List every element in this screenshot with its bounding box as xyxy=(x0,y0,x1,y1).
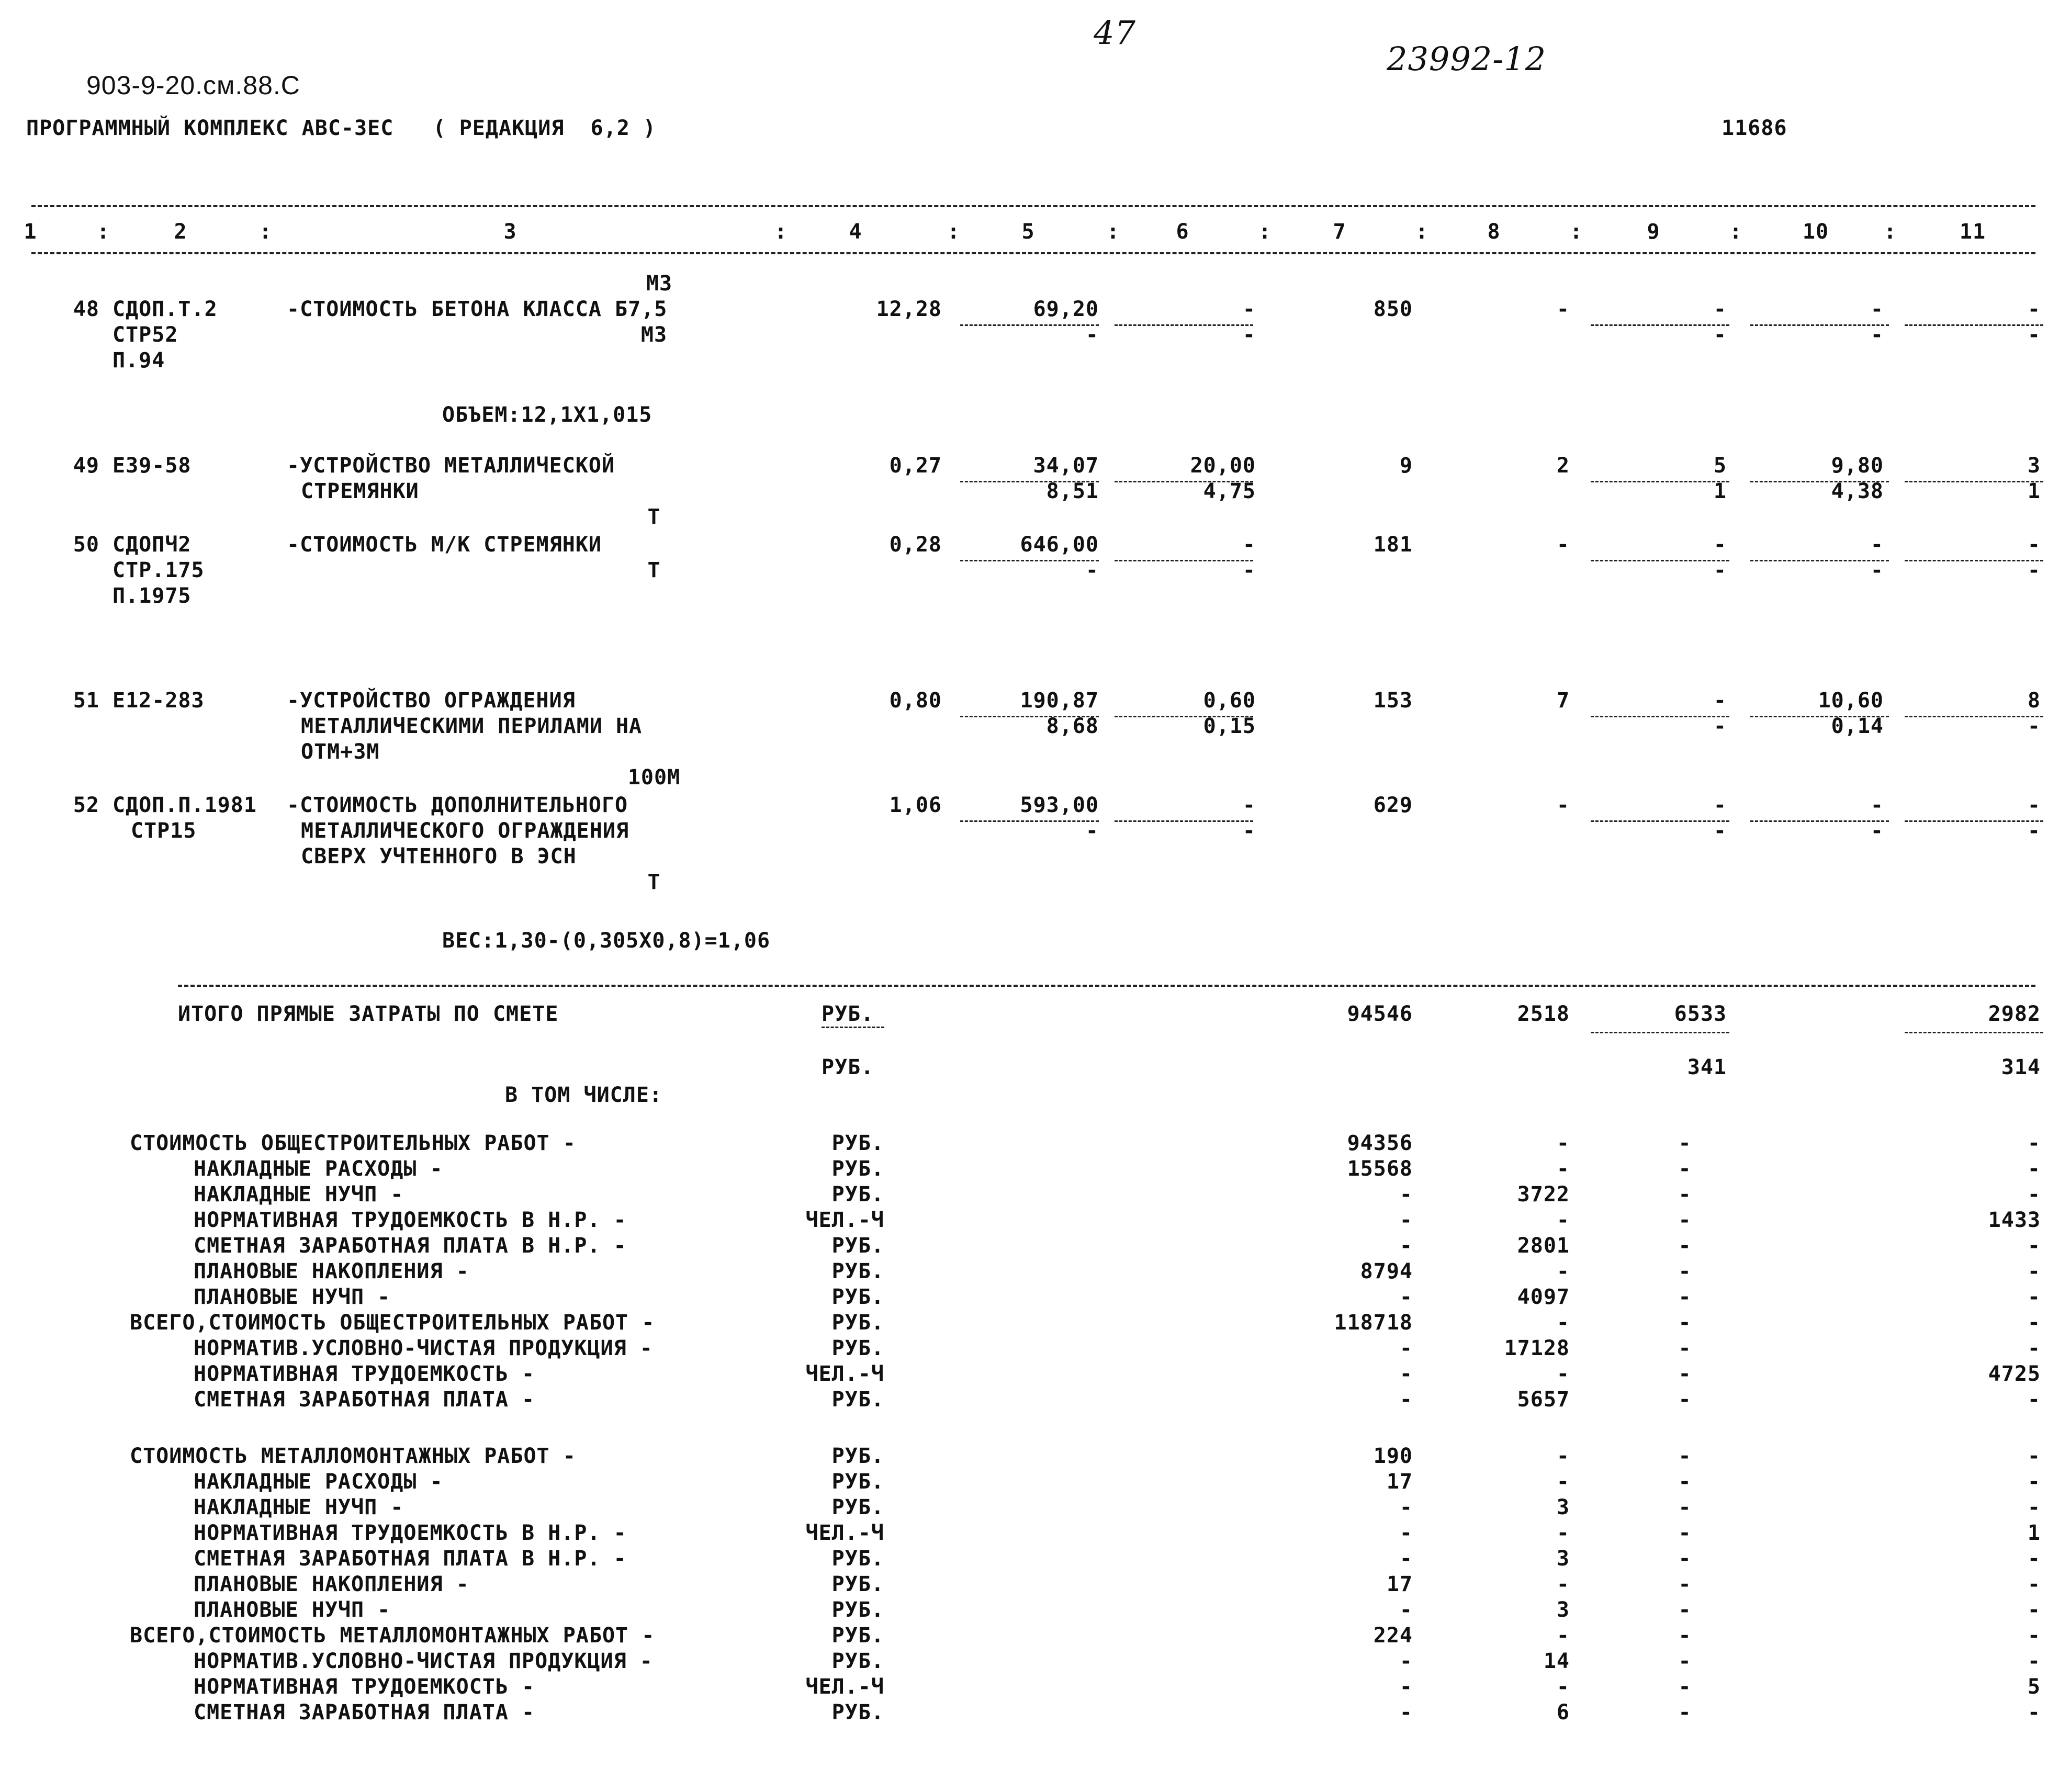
summary-c11: - xyxy=(2027,1598,2041,1622)
totals-c11: 2982 xyxy=(1988,1002,2041,1026)
summary-unit: РУБ. xyxy=(831,1234,884,1258)
summary-c9: - xyxy=(1678,1624,1692,1648)
norm-code: П.94 xyxy=(113,348,165,373)
unit-cost-sub: 8,68 xyxy=(1046,714,1099,738)
summary-label: НОРМАТИВНАЯ ТРУДОЕМКОСТЬ - xyxy=(194,1675,535,1699)
summary-label: ВСЕГО,СТОИМОСТЬ ОБЩЕСТРОИТЕЛЬНЫХ РАБОТ - xyxy=(130,1311,655,1335)
cell-c10: - xyxy=(1870,297,1884,321)
cell-c10-sub: - xyxy=(1870,323,1884,347)
program-title: ПРОГРАММНЫЙ КОМПЛЕКС АВС-ЗЕС ( РЕДАКЦИЯ 6,2 ) xyxy=(26,116,656,140)
column-separator: : xyxy=(1415,220,1429,244)
norm-code: СТР.175 xyxy=(113,558,205,582)
cell-c8: 2 xyxy=(1556,454,1570,478)
totals-c11-sub: 314 xyxy=(2001,1055,2041,1079)
summary-c7: - xyxy=(1399,1598,1413,1622)
summary-c8: - xyxy=(1556,1470,1570,1494)
summary-c7: - xyxy=(1399,1234,1413,1258)
summary-c7: 17 xyxy=(1386,1572,1413,1596)
summary-c9: - xyxy=(1678,1157,1692,1181)
summary-c8: - xyxy=(1556,1259,1570,1283)
totals-c9-sub: 341 xyxy=(1687,1055,1727,1079)
summary-unit: РУБ. xyxy=(831,1388,884,1412)
summary-c11: - xyxy=(2027,1649,2041,1673)
summary-c11: 1433 xyxy=(1988,1208,2041,1232)
wage-cost-sub: - xyxy=(1242,558,1256,582)
cell-divider xyxy=(822,1027,884,1028)
summary-c7: 15568 xyxy=(1347,1157,1413,1181)
volume-note: ВЕС:1,30-(0,305Х0,8)=1,06 xyxy=(442,929,771,953)
summary-c9: - xyxy=(1678,1336,1692,1360)
summary-c8: - xyxy=(1556,1362,1570,1386)
summary-label: ПЛАНОВЫЕ НУЧП - xyxy=(194,1285,391,1309)
summary-unit: РУБ. xyxy=(831,1336,884,1360)
summary-c7: - xyxy=(1399,1521,1413,1545)
summary-c8: - xyxy=(1556,1624,1570,1648)
summary-c7: - xyxy=(1399,1649,1413,1673)
summary-unit: РУБ. xyxy=(831,1700,884,1725)
summary-c9: - xyxy=(1678,1182,1692,1207)
header-bottom-rule xyxy=(31,252,2035,254)
cell-c7: 9 xyxy=(1399,454,1413,478)
cell-c9-sub: - xyxy=(1713,323,1727,347)
wage-cost: 0,60 xyxy=(1203,689,1256,713)
cell-c9: - xyxy=(1713,297,1727,321)
row-number: 49 xyxy=(73,454,99,478)
volume-note: ОБЪЕМ:12,1Х1,015 xyxy=(442,403,652,427)
summary-c9: - xyxy=(1678,1598,1692,1622)
column-separator: : xyxy=(97,220,110,244)
summary-unit: РУБ. xyxy=(831,1311,884,1335)
summary-c7: - xyxy=(1399,1285,1413,1309)
summary-label: НОРМАТИВ.УСЛОВНО-ЧИСТАЯ ПРОДУКЦИЯ - xyxy=(194,1336,653,1360)
row-number: 48 xyxy=(73,297,99,321)
summary-label: НАКЛАДНЫЕ РАСХОДЫ - xyxy=(194,1157,443,1181)
summary-c11: - xyxy=(2027,1624,2041,1648)
unit-cost-sub: - xyxy=(1085,558,1099,582)
summary-label: СМЕТНАЯ ЗАРАБОТНАЯ ПЛАТА - xyxy=(194,1388,535,1412)
summary-c8: 6 xyxy=(1556,1700,1570,1725)
norm-code: СДОП.П.1981 xyxy=(113,793,257,817)
cell-c11: - xyxy=(2027,793,2041,817)
summary-c7: 8794 xyxy=(1360,1259,1413,1283)
column-number: 6 xyxy=(1176,220,1189,244)
row-number: 52 xyxy=(73,793,99,817)
work-name: -СТОИМОСТЬ БЕТОНА КЛАССА Б7,5 xyxy=(287,297,668,321)
summary-label: НАКЛАДНЫЕ РАСХОДЫ - xyxy=(194,1470,443,1494)
unit-cost: 34,07 xyxy=(1033,454,1099,478)
summary-label: НАКЛАДНЫЕ НУЧП - xyxy=(194,1495,404,1519)
summary-c8: - xyxy=(1556,1444,1570,1468)
row-number: 50 xyxy=(73,533,99,557)
column-number: 9 xyxy=(1647,220,1660,244)
summary-unit: РУБ. xyxy=(831,1259,884,1283)
quantity: 0,28 xyxy=(889,533,942,557)
cell-divider xyxy=(1591,1032,1729,1033)
summary-c7: 17 xyxy=(1386,1470,1413,1494)
cell-c11-sub: - xyxy=(2027,558,2041,582)
sheet-number: 11686 xyxy=(1722,116,1787,140)
summary-label: ПЛАНОВЫЕ НАКОПЛЕНИЯ - xyxy=(194,1259,469,1283)
summary-c8: - xyxy=(1556,1157,1570,1181)
summary-unit: РУБ. xyxy=(831,1131,884,1155)
cell-c10: - xyxy=(1870,533,1884,557)
quantity: 12,28 xyxy=(876,297,942,321)
unit-label: Т xyxy=(647,558,661,582)
summary-c8: - xyxy=(1556,1521,1570,1545)
summary-c7: - xyxy=(1399,1675,1413,1699)
summary-unit: ЧЕЛ.-Ч xyxy=(805,1208,884,1232)
document-code: 903-9-20.см.88.С xyxy=(86,71,300,100)
unit-label: 100М xyxy=(627,765,681,790)
summary-c7: - xyxy=(1399,1182,1413,1207)
summary-c9: - xyxy=(1678,1700,1692,1725)
quantity: 0,27 xyxy=(889,454,942,478)
summary-c11: - xyxy=(2027,1234,2041,1258)
summary-c8: - xyxy=(1556,1311,1570,1335)
summary-c9: - xyxy=(1678,1259,1692,1283)
work-name: -СТОИМОСТЬ ДОПОЛНИТЕЛЬНОГО xyxy=(287,793,628,817)
norm-code: Е39-58 xyxy=(113,454,192,478)
unit-cost-sub: - xyxy=(1085,323,1099,347)
work-name: МЕТАЛЛИЧЕСКОГО ОГРАЖДЕНИЯ xyxy=(301,819,629,843)
summary-c7: - xyxy=(1399,1208,1413,1232)
summary-c9: - xyxy=(1678,1675,1692,1699)
summary-c9: - xyxy=(1678,1521,1692,1545)
column-number: 1 xyxy=(24,220,37,244)
summary-unit: ЧЕЛ.-Ч xyxy=(805,1362,884,1386)
unit-cost: 593,00 xyxy=(1020,793,1099,817)
unit-cost-sub: 8,51 xyxy=(1046,479,1099,503)
summary-c9: - xyxy=(1678,1285,1692,1309)
norm-code: СДОП.Т.2 xyxy=(113,297,218,321)
summary-c8: - xyxy=(1556,1675,1570,1699)
summary-c9: - xyxy=(1678,1234,1692,1258)
cell-c11-sub: - xyxy=(2027,714,2041,738)
summary-c8: 4097 xyxy=(1517,1285,1570,1309)
summary-c8: 3 xyxy=(1556,1547,1570,1571)
summary-unit: РУБ. xyxy=(831,1598,884,1622)
totals-top-rule xyxy=(178,985,2035,987)
summary-label: НОРМАТИВНАЯ ТРУДОЕМКОСТЬ - xyxy=(194,1362,535,1386)
column-separator: : xyxy=(1107,220,1120,244)
summary-c9: - xyxy=(1678,1362,1692,1386)
summary-c7: 94356 xyxy=(1347,1131,1413,1155)
cell-c11: - xyxy=(2027,533,2041,557)
summary-label: НАКЛАДНЫЕ НУЧП - xyxy=(194,1182,404,1207)
unit-label: М3 xyxy=(646,272,673,296)
summary-label: СМЕТНАЯ ЗАРАБОТНАЯ ПЛАТА В Н.Р. - xyxy=(194,1547,627,1571)
summary-c11: - xyxy=(2027,1444,2041,1468)
norm-code: СТР52 xyxy=(113,323,178,347)
summary-c11: - xyxy=(2027,1700,2041,1725)
summary-c8: 3 xyxy=(1556,1495,1570,1519)
work-name: -УСТРОЙСТВО ОГРАЖДЕНИЯ xyxy=(287,689,576,713)
summary-unit: РУБ. xyxy=(831,1157,884,1181)
cell-c11-sub: - xyxy=(2027,819,2041,843)
summary-label: НОРМАТИВНАЯ ТРУДОЕМКОСТЬ В Н.Р. - xyxy=(194,1208,627,1232)
summary-c8: - xyxy=(1556,1208,1570,1232)
column-separator: : xyxy=(774,220,788,244)
cell-c10-sub: - xyxy=(1870,558,1884,582)
cell-c10-sub: 4,38 xyxy=(1831,479,1884,503)
summary-c11: 1 xyxy=(2027,1521,2041,1545)
norm-code: СТР15 xyxy=(131,819,197,843)
cell-c9: - xyxy=(1713,793,1727,817)
wage-cost: - xyxy=(1242,533,1256,557)
summary-c11: - xyxy=(2027,1336,2041,1360)
quantity: 0,80 xyxy=(889,689,942,713)
unit-cost: 69,20 xyxy=(1033,297,1099,321)
cell-c9-sub: 1 xyxy=(1713,479,1727,503)
header-top-rule xyxy=(31,205,2035,207)
column-number: 3 xyxy=(503,220,517,244)
totals-unit: РУБ. xyxy=(822,1002,874,1026)
wage-cost: - xyxy=(1242,793,1256,817)
totals-c8: 2518 xyxy=(1517,1002,1570,1026)
cell-c11: 8 xyxy=(2027,689,2041,713)
summary-c11: - xyxy=(2027,1182,2041,1207)
cell-c7: 153 xyxy=(1373,689,1413,713)
cell-c10-sub: 0,14 xyxy=(1831,714,1884,738)
cell-c8: - xyxy=(1556,793,1570,817)
cell-c8: 7 xyxy=(1556,689,1570,713)
summary-c11: - xyxy=(2027,1388,2041,1412)
column-separator: : xyxy=(259,220,273,244)
summary-c7: - xyxy=(1399,1547,1413,1571)
work-name: -УСТРОЙСТВО МЕТАЛЛИЧЕСКОЙ xyxy=(287,454,615,478)
summary-c7: - xyxy=(1399,1388,1413,1412)
column-separator: : xyxy=(1258,220,1272,244)
column-number: 2 xyxy=(174,220,187,244)
unit-label: Т xyxy=(647,870,661,894)
norm-code: Е12-283 xyxy=(113,689,205,713)
wage-cost-sub: 0,15 xyxy=(1203,714,1256,738)
wage-cost-sub: 4,75 xyxy=(1203,479,1256,503)
wage-cost: 20,00 xyxy=(1190,454,1256,478)
summary-c7: - xyxy=(1399,1495,1413,1519)
summary-label: НОРМАТИВНАЯ ТРУДОЕМКОСТЬ В Н.Р. - xyxy=(194,1521,627,1545)
summary-c11: - xyxy=(2027,1470,2041,1494)
summary-c8: 17128 xyxy=(1504,1336,1570,1360)
summary-unit: РУБ. xyxy=(831,1182,884,1207)
summary-c11: - xyxy=(2027,1259,2041,1283)
summary-c9: - xyxy=(1678,1547,1692,1571)
summary-label: СТОИМОСТЬ ОБЩЕСТРОИТЕЛЬНЫХ РАБОТ - xyxy=(130,1131,576,1155)
summary-unit: РУБ. xyxy=(831,1444,884,1468)
summary-c8: - xyxy=(1556,1131,1570,1155)
wage-cost-sub: - xyxy=(1242,819,1256,843)
summary-c8: 3722 xyxy=(1517,1182,1570,1207)
cell-c9-sub: - xyxy=(1713,714,1727,738)
summary-unit: РУБ. xyxy=(831,1285,884,1309)
norm-code: СДОПЧ2 xyxy=(113,533,192,557)
work-name: ОТМ+3М xyxy=(301,740,380,764)
cell-c8: - xyxy=(1556,533,1570,557)
summary-label: СМЕТНАЯ ЗАРАБОТНАЯ ПЛАТА В Н.Р. - xyxy=(194,1234,627,1258)
cell-c7: 629 xyxy=(1373,793,1413,817)
cell-c10: 9,80 xyxy=(1831,454,1884,478)
cell-c8: - xyxy=(1556,297,1570,321)
totals-unit: РУБ. xyxy=(822,1055,874,1079)
summary-unit: РУБ. xyxy=(831,1624,884,1648)
wage-cost: - xyxy=(1242,297,1256,321)
column-separator: : xyxy=(1884,220,1897,244)
summary-c11: - xyxy=(2027,1157,2041,1181)
cell-c11: - xyxy=(2027,297,2041,321)
summary-c9: - xyxy=(1678,1444,1692,1468)
summary-label: СМЕТНАЯ ЗАРАБОТНАЯ ПЛАТА - xyxy=(194,1700,535,1725)
summary-c11: 5 xyxy=(2027,1675,2041,1699)
summary-c8: 14 xyxy=(1543,1649,1570,1673)
summary-c8: 2801 xyxy=(1517,1234,1570,1258)
cell-c9: - xyxy=(1713,689,1727,713)
summary-c9: - xyxy=(1678,1388,1692,1412)
work-name: СТРЕМЯНКИ xyxy=(301,479,419,503)
summary-label: ПЛАНОВЫЕ НАКОПЛЕНИЯ - xyxy=(194,1572,469,1596)
summary-unit: ЧЕЛ.-Ч xyxy=(805,1675,884,1699)
summary-c9: - xyxy=(1678,1495,1692,1519)
row-number: 51 xyxy=(73,689,99,713)
wage-cost-sub: - xyxy=(1242,323,1256,347)
work-name: СВЕРХ УЧТЕННОГО В ЭСН xyxy=(301,844,577,869)
column-number: 5 xyxy=(1021,220,1035,244)
unit-label: М3 xyxy=(640,323,668,347)
cell-c9: 5 xyxy=(1713,454,1727,478)
summary-c7: 118718 xyxy=(1334,1311,1413,1335)
cell-divider xyxy=(1905,1032,2043,1033)
summary-c11: 4725 xyxy=(1988,1362,2041,1386)
column-separator: : xyxy=(1570,220,1583,244)
summary-c9: - xyxy=(1678,1572,1692,1596)
including-label: В ТОМ ЧИСЛЕ: xyxy=(505,1083,662,1107)
column-number: 10 xyxy=(1802,220,1829,244)
summary-c8: - xyxy=(1556,1572,1570,1596)
summary-c11: - xyxy=(2027,1285,2041,1309)
summary-c9: - xyxy=(1678,1208,1692,1232)
cell-c7: 181 xyxy=(1373,533,1413,557)
unit-label: Т xyxy=(647,505,661,529)
summary-unit: РУБ. xyxy=(831,1547,884,1571)
unit-cost-sub: - xyxy=(1085,819,1099,843)
summary-c7: - xyxy=(1399,1362,1413,1386)
summary-c9: - xyxy=(1678,1470,1692,1494)
work-name: МЕТАЛЛИЧЕСКИМИ ПЕРИЛАМИ НА xyxy=(301,714,643,738)
unit-cost: 646,00 xyxy=(1020,533,1099,557)
summary-label: СТОИМОСТЬ МЕТАЛЛОМОНТАЖНЫХ РАБОТ - xyxy=(130,1444,576,1468)
cell-c7: 850 xyxy=(1373,297,1413,321)
summary-c9: - xyxy=(1678,1131,1692,1155)
summary-unit: РУБ. xyxy=(831,1572,884,1596)
summary-unit: ЧЕЛ.-Ч xyxy=(805,1521,884,1545)
summary-c9: - xyxy=(1678,1649,1692,1673)
summary-c7: 190 xyxy=(1373,1444,1413,1468)
summary-c7: - xyxy=(1399,1700,1413,1725)
summary-c11: - xyxy=(2027,1547,2041,1571)
summary-unit: РУБ. xyxy=(831,1495,884,1519)
column-separator: : xyxy=(1729,220,1743,244)
column-number: 7 xyxy=(1333,220,1346,244)
summary-c11: - xyxy=(2027,1495,2041,1519)
cell-c9-sub: - xyxy=(1713,558,1727,582)
column-separator: : xyxy=(947,220,961,244)
cell-c10-sub: - xyxy=(1870,819,1884,843)
cell-c9-sub: - xyxy=(1713,819,1727,843)
cell-c11-sub: - xyxy=(2027,323,2041,347)
totals-c7: 94546 xyxy=(1347,1002,1413,1026)
summary-c8: 3 xyxy=(1556,1598,1570,1622)
work-name: -СТОИМОСТЬ М/К СТРЕМЯНКИ xyxy=(287,533,602,557)
inventory-number: 23992-12 xyxy=(1387,40,1547,78)
summary-c7: 224 xyxy=(1373,1624,1413,1648)
totals-label: ИТОГО ПРЯМЫЕ ЗАТРАТЫ ПО СМЕТЕ xyxy=(178,1002,559,1026)
totals-c9: 6533 xyxy=(1674,1002,1727,1026)
quantity: 1,06 xyxy=(889,793,942,817)
summary-label: ПЛАНОВЫЕ НУЧП - xyxy=(194,1598,391,1622)
summary-label: ВСЕГО,СТОИМОСТЬ МЕТАЛЛОМОНТАЖНЫХ РАБОТ - xyxy=(130,1624,655,1648)
column-number: 11 xyxy=(1959,220,1986,244)
summary-label: НОРМАТИВ.УСЛОВНО-ЧИСТАЯ ПРОДУКЦИЯ - xyxy=(194,1649,653,1673)
summary-c7: - xyxy=(1399,1336,1413,1360)
summary-unit: РУБ. xyxy=(831,1470,884,1494)
cell-c11: 3 xyxy=(2027,454,2041,478)
cell-c9: - xyxy=(1713,533,1727,557)
norm-code: П.1975 xyxy=(113,584,192,608)
summary-c11: - xyxy=(2027,1572,2041,1596)
column-number: 4 xyxy=(849,220,862,244)
summary-c11: - xyxy=(2027,1131,2041,1155)
summary-c9: - xyxy=(1678,1311,1692,1335)
cell-c10: 10,60 xyxy=(1818,689,1884,713)
column-number: 8 xyxy=(1487,220,1501,244)
cell-c10: - xyxy=(1870,793,1884,817)
unit-cost: 190,87 xyxy=(1020,689,1099,713)
page-number: 47 xyxy=(1094,14,1136,52)
summary-unit: РУБ. xyxy=(831,1649,884,1673)
summary-c11: - xyxy=(2027,1311,2041,1335)
cell-c11-sub: 1 xyxy=(2027,479,2041,503)
summary-c8: 5657 xyxy=(1517,1388,1570,1412)
